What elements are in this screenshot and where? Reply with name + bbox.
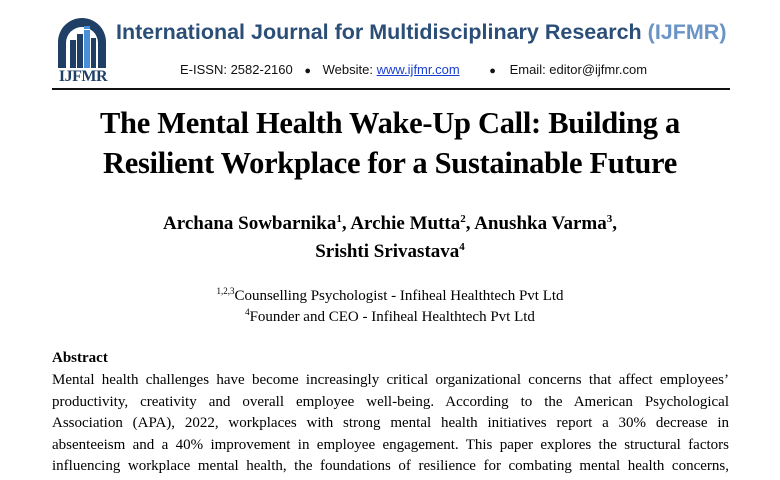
author-sup: 3 (606, 213, 613, 225)
abstract-line: absenteeism and a 40% improvement in employee engagement. This paper explores the structural factors (52, 436, 729, 453)
abstract-body (52, 370, 729, 478)
website-link[interactable]: www.ijfmr.com (376, 62, 460, 77)
journal-name (116, 20, 726, 45)
eissn: E-ISSN: 2582-2160 (180, 62, 293, 77)
author-name: Archie Mutta (350, 213, 461, 234)
bullet-icon: ● (304, 65, 312, 77)
abstract-line: Association (APA), 2022, workplaces with strong mental health initiatives report a 30% decrease in (52, 415, 729, 432)
author-name: Srishti Srivastava (315, 241, 460, 262)
author-line (40, 210, 740, 238)
paper-title (40, 103, 740, 183)
ijfmr-logo (54, 16, 110, 86)
author-sup: 4 (459, 241, 465, 253)
author-sup: 2 (460, 213, 466, 225)
author-name: Archana Sowbarnika (163, 213, 337, 234)
abstract-line: influencing workplace mental health, the foundations of resilience for combating mental health concerns, (52, 458, 729, 475)
email: Email: editor@ijfmr.com (509, 62, 648, 77)
author-name: Anushka Varma (474, 213, 607, 234)
author-separator: , (612, 213, 617, 234)
journal-meta-line (180, 62, 647, 77)
abstract-heading: Abstract (52, 350, 108, 366)
author-list (40, 210, 740, 266)
affiliation-sup: 4 (245, 307, 250, 317)
bullet-icon: ● (489, 65, 496, 77)
abstract-line: productivity, creativity and overall employee well-being. According to the American Psychological (52, 393, 729, 410)
paper-title-line: Resilient Workplace for a Sustainable Future (103, 146, 677, 180)
paper-title-line: The Mental Health Wake-Up Call: Building a (100, 106, 680, 140)
abstract-line: Mental health challenges have become increasingly critical organizational concerns that affect employees’ (52, 372, 729, 388)
author-separator: , (465, 213, 475, 234)
journal-name-text: International Journal for Multidisciplinary Research (116, 20, 642, 44)
affiliation-text: Founder and CEO - Infiheal Healthtech Pvt Ltd (249, 309, 535, 325)
affiliation-sup: 1,2,3 (216, 286, 235, 296)
logo-arch-icon (54, 16, 110, 68)
author-sup: 1 (336, 213, 342, 225)
affiliation (40, 307, 740, 328)
header-divider (52, 88, 730, 90)
affiliation-text: Counselling Psychologist - Infiheal Healthtech Pvt Ltd (234, 288, 564, 304)
logo-text: IJFMR (58, 68, 108, 85)
journal-abbr: (IJFMR) (647, 20, 727, 44)
affiliation-list (40, 286, 740, 328)
affiliation (40, 286, 740, 307)
journal-header (52, 14, 732, 88)
author-separator: , (341, 213, 351, 234)
author-line (40, 238, 740, 266)
website-label: Website: (322, 62, 373, 77)
